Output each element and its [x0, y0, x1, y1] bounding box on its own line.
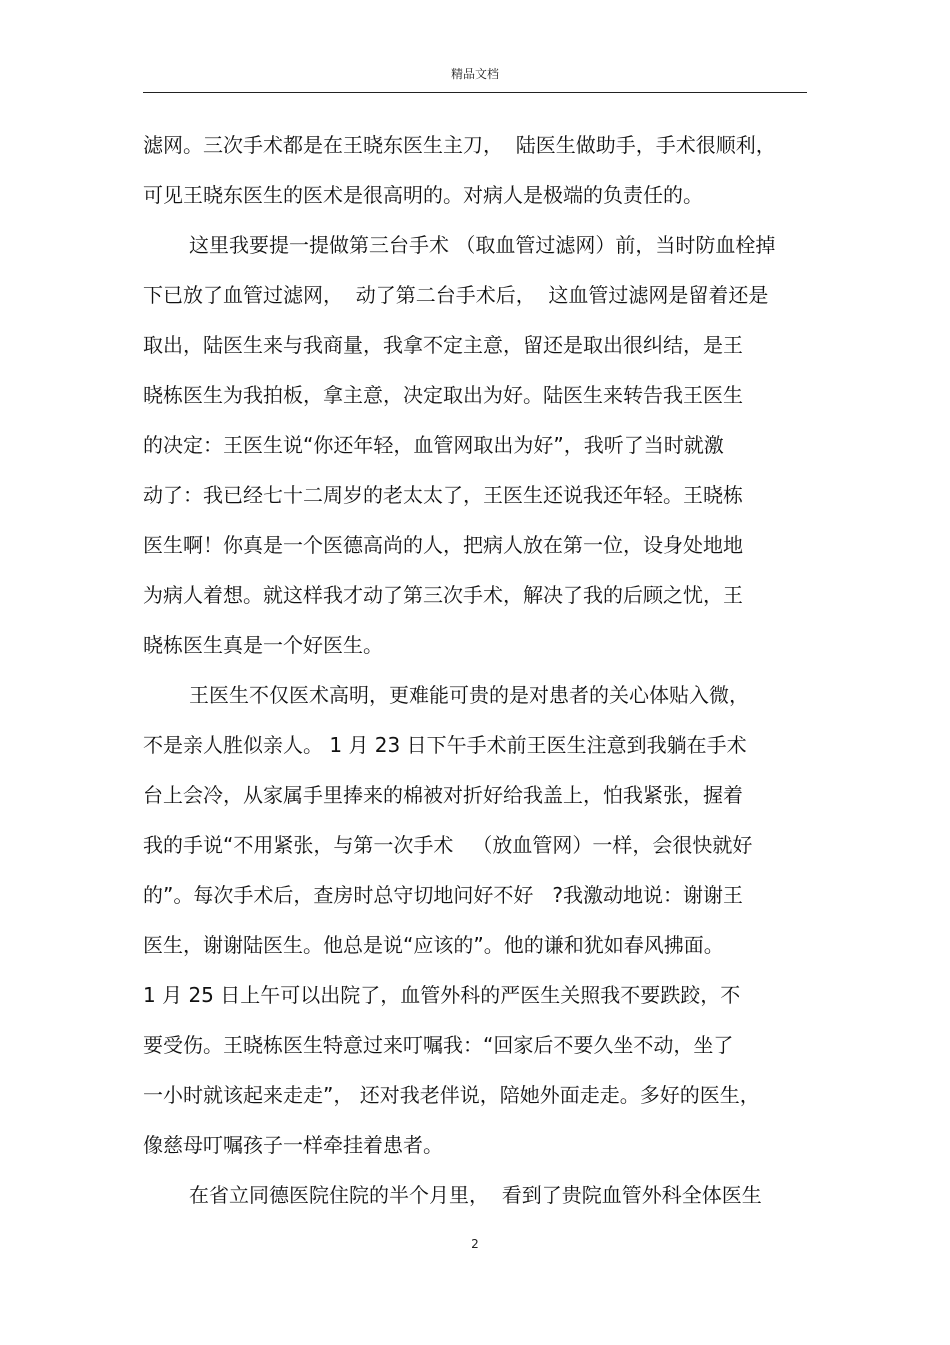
text-line: 医生，谢谢陆医生。他总是说“应该的”。他的谦和犹如春风拂面。	[143, 933, 724, 957]
text-line: 动了：我已经七十二周岁的老太太了，王医生还说我还年轻。王晓栋	[143, 483, 743, 507]
text-line: 晓栋医生真是一个好医生。	[143, 633, 383, 657]
text-line: 我的手说“不用紧张，与第一次手术 （放血管网）一样，会很快就好	[143, 833, 753, 857]
paragraph-start-line: 这里我要提一提做第三台手术 （取血管过滤网）前，当时防血栓掉	[189, 233, 776, 257]
header-divider	[143, 92, 807, 93]
paragraph-start-line: 王医生不仅医术高明，更难能可贵的是对患者的关心体贴入微，	[189, 683, 749, 707]
text-line: 可见王晓东医生的医术是很高明的。对病人是极端的负责任的。	[143, 183, 703, 207]
text-line: 台上会冷，从家属手里捧来的棉被对折好给我盖上，怕我紧张，握着	[143, 783, 743, 807]
text-line: 的”。每次手术后，查房时总守切地问好不好 ?我激动地说：谢谢王	[143, 883, 744, 907]
text-line: 滤网。三次手术都是在王晓东医生主刀， 陆医生做助手，手术很顺利，	[143, 133, 776, 157]
document-body	[143, 120, 807, 1220]
text-line: 下已放了血管过滤网， 动了第二台手术后， 这血管过滤网是留着还是	[143, 283, 769, 307]
text-line: 医生啊！你真是一个医德高尚的人，把病人放在第一位，设身处地地	[143, 533, 743, 557]
text-line: 1 月 25 日上午可以出院了，血管外科的严医生关照我不要跌跤，不	[143, 983, 741, 1007]
text-line: 一小时就该起来走走”， 还对我老伴说，陪她外面走走。多好的医生，	[143, 1083, 760, 1107]
paragraph-start-line: 在省立同德医院住院的半个月里， 看到了贵院血管外科全体医生	[189, 1183, 762, 1207]
text-line: 要受伤。王晓栋医生特意过来叮嘱我：“回家后不要久坐不动，坐了	[143, 1033, 734, 1057]
text-line: 的决定：王医生说“你还年轻，血管网取出为好”，我听了当时就激	[143, 433, 724, 457]
page-number: 2	[471, 1237, 479, 1251]
text-line: 不是亲人胜似亲人。 1 月 23 日下午手术前王医生注意到我躺在手术	[143, 733, 747, 757]
text-line: 像慈母叮嘱孩子一样牵挂着患者。	[143, 1133, 443, 1157]
page-header: 精品文档	[450, 67, 499, 81]
text-line: 晓栋医生为我拍板，拿主意，决定取出为好。陆医生来转告我王医生	[143, 383, 743, 407]
text-line: 取出，陆医生来与我商量，我拿不定主意，留还是取出很纠结，是王	[143, 333, 743, 357]
text-line: 为病人着想。就这样我才动了第三次手术，解决了我的后顾之忧，王	[143, 583, 743, 607]
